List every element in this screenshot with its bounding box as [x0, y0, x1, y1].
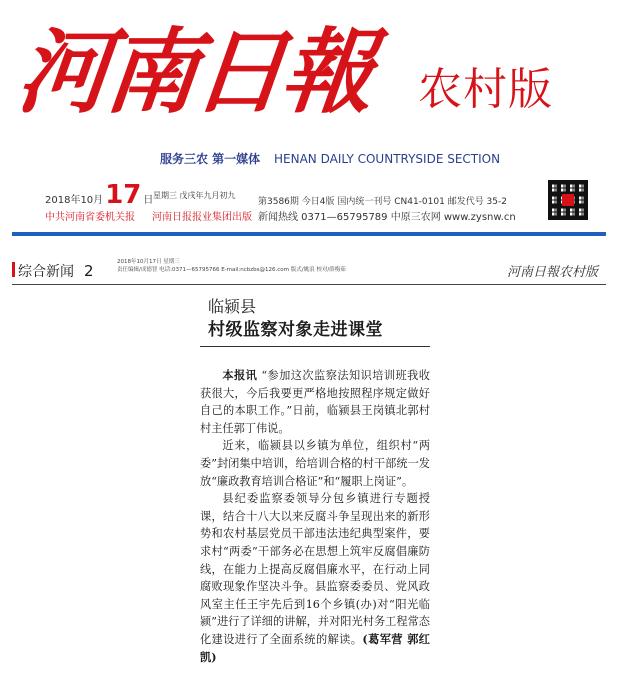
article-headline: 村级监察对象走进课堂	[208, 320, 383, 340]
issue-info: 第3586期 今日4版 国内统一刊号 CN41-0101 邮发代号 35-2	[258, 197, 507, 207]
paragraph	[200, 490, 430, 666]
page-meta-date: 2018年10月17日 星期三	[117, 259, 180, 265]
date-prefix: 2018年10月	[45, 195, 104, 206]
tagline	[160, 150, 500, 167]
issue-date	[45, 180, 153, 210]
paragraph-text: 县纪委监察委领导分包乡镇进行专题授课，结合十八大以来反腐斗争呈现出来的新形势和农村基层党员干部违法违纪典型案件，要求村“两委”干部务必在思想上筑牢反腐倡廉防线，在能力上提高反腐倡廉水平，在行动上同腐败现象作坚决斗争。县监察委委员、党风政风室主任王宇先后到16个乡镇(办)对“阳光临颍”进行了详细的讲解，并对阳光村务工程常态化建设进行了全面系统的解读。	[200, 492, 430, 646]
page-meta-editors: 责任编辑/成德智 电话:0371—65795766 E-mail:ncbzbs@126.com 版式/姚浪 校对/薛梅茹	[117, 267, 346, 273]
masthead-divider	[12, 232, 606, 236]
article-kicker: 临颍县	[208, 297, 257, 316]
section-label	[18, 261, 94, 281]
page-number: 2	[84, 262, 94, 280]
weekday-lunar: 星期三 戊戌年九月初九	[153, 191, 236, 200]
headline-divider	[200, 346, 430, 347]
info-bar	[0, 172, 618, 232]
hotline-info: 新闻热线 0371—65795789 中原三农网 www.zysnw.cn	[258, 212, 516, 223]
qr-code-icon	[548, 180, 588, 220]
article	[200, 296, 430, 666]
slogan-cn: 服务三农 第一媒体	[160, 152, 261, 166]
edition-title: 农村版	[418, 64, 553, 115]
paragraph-text: “参加这次监察法知识培训班我收获很大，今后我要更严格地按照程序规定做好自己的本职工作。”日前，临颍县王岗镇北郭村村主任郭丁伟说。	[200, 369, 430, 435]
paragraph	[200, 367, 430, 437]
slogan-en: HENAN DAILY COUNTRYSIDE SECTION	[274, 152, 501, 166]
page-header	[12, 256, 606, 285]
org-committee: 中共河南省委机关报	[45, 212, 135, 223]
page-meta	[117, 258, 346, 274]
masthead	[0, 0, 618, 238]
article-body	[200, 367, 430, 666]
date-suffix: 日	[143, 195, 154, 206]
paragraph-text: 近来，临颍县以乡镇为单位，组织村“两委”封闭集中培训，给培训合格的村干部统一发放“廉政教育培训合格证”和“履职上岗证”。	[200, 439, 430, 488]
org-group: 河南日报报业集团出版	[152, 212, 252, 223]
page-brand: 河南日報农村版	[506, 265, 598, 280]
paragraph	[200, 437, 430, 490]
section-name: 综合新闻	[18, 264, 74, 280]
masthead-logo: 河南日報	[12, 18, 376, 126]
lead-label: 本报讯	[222, 368, 258, 382]
byline: (葛军营 郭红凯)	[200, 631, 430, 664]
date-day: 17	[105, 180, 142, 210]
